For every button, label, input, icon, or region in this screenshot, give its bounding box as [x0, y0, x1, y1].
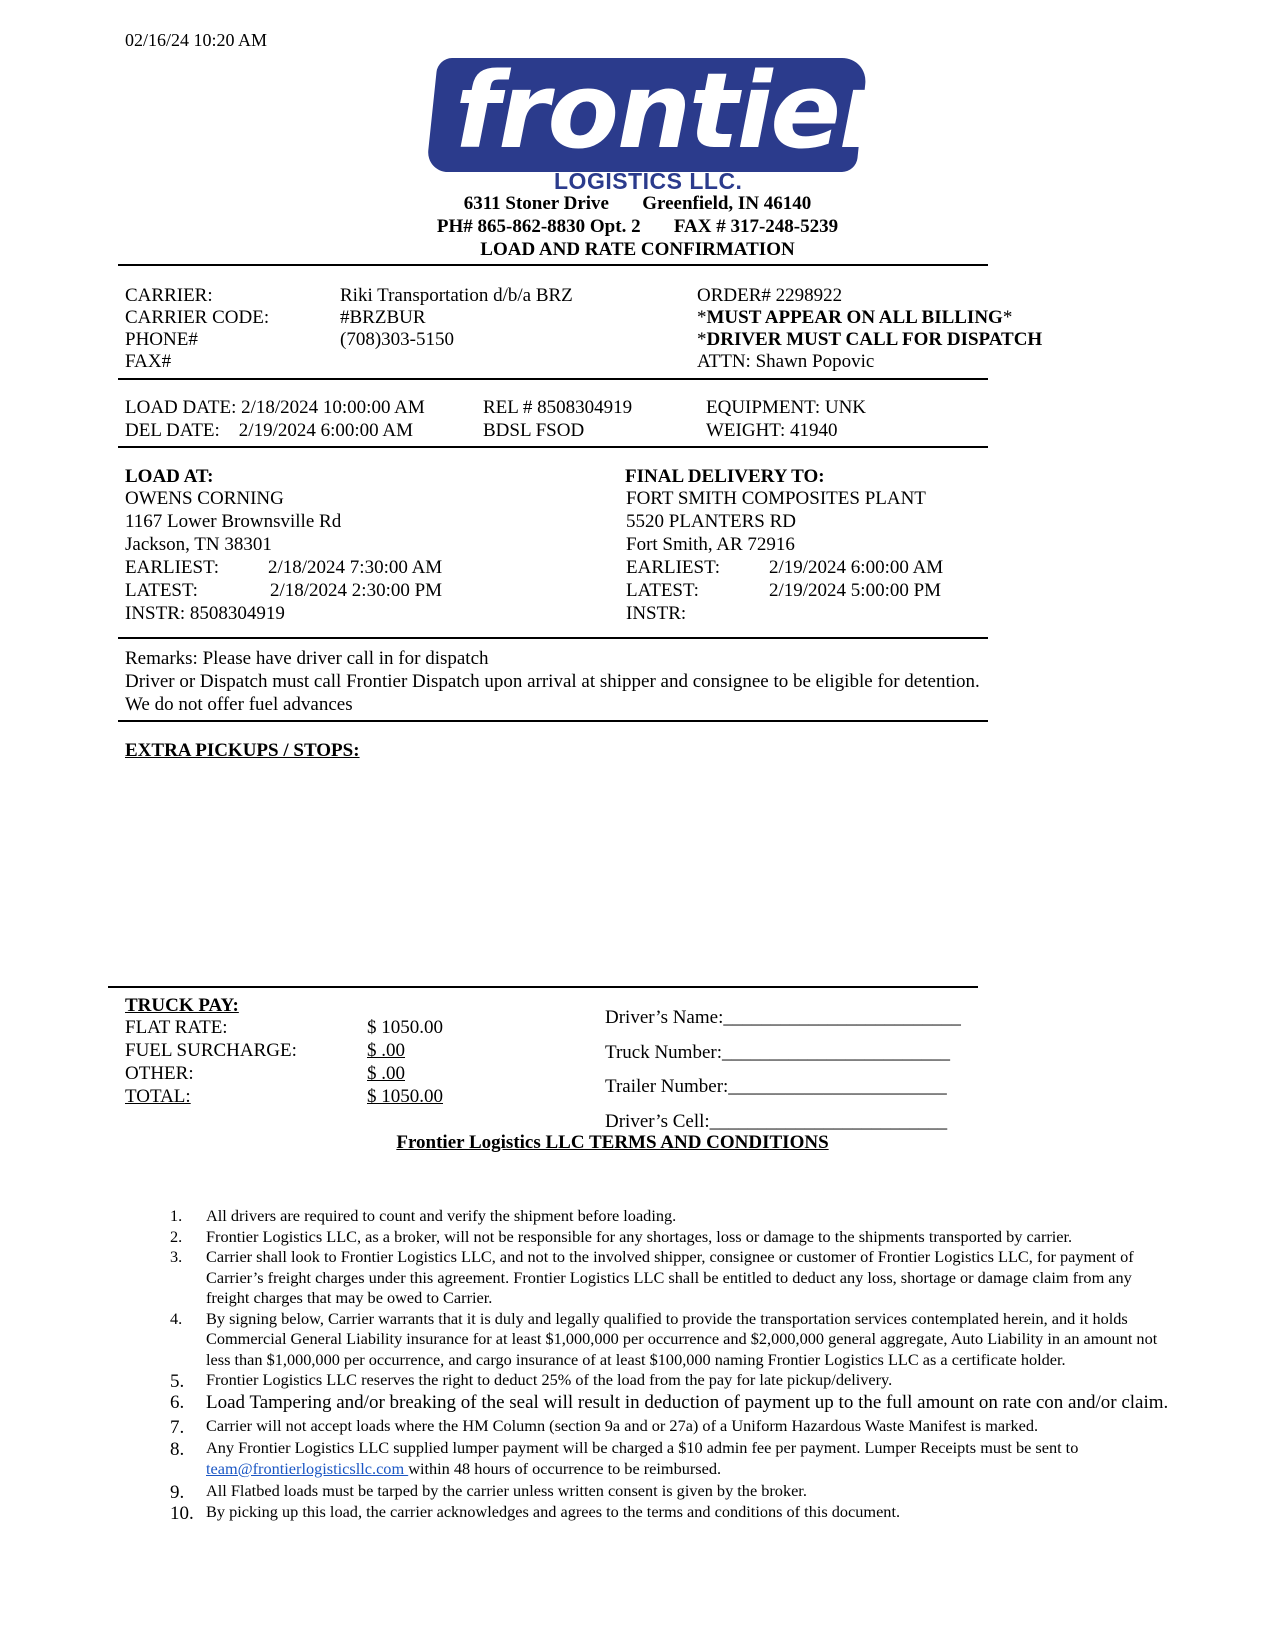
carrier-code-value: #BRZBUR: [340, 307, 426, 328]
trailer-number-field[interactable]: Trailer Number:_______________________: [605, 1076, 947, 1097]
terms-heading: Frontier Logistics LLC TERMS AND CONDITIONS: [396, 1132, 829, 1153]
logo-wordmark: frontier: [455, 50, 889, 172]
attn-line: ATTN: Shawn Popovic: [697, 351, 875, 372]
terms-item: 6. Load Tampering and/or breaking of the seal will result in deduction of payment up to the full amount on rate con and/or claim.: [170, 1391, 1169, 1413]
pickup-instructions: INSTR: 8508304919: [125, 603, 285, 624]
divider: [118, 446, 988, 448]
other-value: $ .00: [367, 1063, 405, 1084]
delivery-latest-value: 2/19/2024 5:00:00 PM: [769, 580, 942, 601]
delivery-name: FORT SMITH COMPOSITES PLANT: [626, 488, 926, 509]
delivery-city: Fort Smith, AR 72916: [626, 534, 795, 555]
total-value: $ 1050.00: [367, 1086, 443, 1107]
other-label: OTHER:: [125, 1063, 194, 1084]
billing-notice: *MUST APPEAR ON ALL BILLING*: [697, 307, 1013, 328]
driver-name-field[interactable]: Driver’s Name:_________________________: [605, 1007, 961, 1028]
terms-item: 10. By picking up this load, the carrier acknowledges and agrees to the terms and conditions of this document.: [170, 1501, 901, 1524]
pickup-heading: LOAD AT:: [125, 466, 214, 487]
carrier-label: CARRIER:: [125, 285, 213, 306]
fax-label: FAX#: [125, 351, 172, 372]
load-date: LOAD DATE: 2/18/2024 10:00:00 AM: [125, 397, 425, 418]
delivery-earliest-label: EARLIEST:: [626, 557, 721, 578]
pickup-street: 1167 Lower Brownsville Rd: [125, 511, 342, 532]
terms-item: 7. Carrier will not accept loads where the HM Column (section 9a and or 27a) of a Uniform Hazardous Waste Manifest is marked.: [170, 1415, 1039, 1438]
flat-rate-label: FLAT RATE:: [125, 1017, 228, 1038]
release-number: REL # 8508304919: [483, 397, 633, 418]
delivery-instructions: INSTR:: [626, 603, 687, 624]
terms-list: [160, 1206, 1170, 1524]
divider: [118, 378, 988, 380]
pickup-earliest-value: 2/18/2024 7:30:00 AM: [268, 557, 443, 578]
company-phone-fax: PH# 865-862-8830 Opt. 2 FAX # 317-248-5239: [436, 216, 839, 237]
total-label: TOTAL:: [125, 1086, 191, 1107]
carrier-code-label: CARRIER CODE:: [125, 307, 270, 328]
document-title: LOAD AND RATE CONFIRMATION: [480, 239, 795, 260]
dispatch-notice: *DRIVER MUST CALL FOR DISPATCH: [697, 329, 1043, 350]
pickup-city: Jackson, TN 38301: [125, 534, 272, 555]
print-timestamp: 02/16/24 10:20 AM: [125, 30, 268, 50]
pickup-earliest-label: EARLIEST:: [125, 557, 220, 578]
del-date: DEL DATE: 2/19/2024 6:00:00 AM: [125, 420, 413, 441]
delivery-earliest-value: 2/19/2024 6:00:00 AM: [769, 557, 944, 578]
bdsl-code: BDSL FSOD: [483, 420, 585, 441]
email-link[interactable]: team@frontierlogisticsllc.com: [206, 1458, 409, 1478]
delivery-latest-label: LATEST:: [626, 580, 699, 601]
pickup-latest-label: LATEST:: [125, 580, 198, 601]
pickup-name: OWENS CORNING: [125, 488, 284, 509]
divider: [118, 264, 988, 266]
terms-item: 4. By signing below, Carrier warrants that it is duly and legally qualified to provide the transportation services contemplated herein, and it holds Commercial General Liability insurance for at least $1,000,000 per occurrence and $2,000,000 general aggregate, Auto Liability in an amount not less than $1,000,000 per occurrence, and cargo insurance of at least $100,000 naming Frontier Logistics LLC as a certificate holder.: [170, 1308, 1158, 1369]
weight: WEIGHT: 41940: [706, 420, 838, 441]
divider: [108, 986, 978, 988]
truck-number-field[interactable]: Truck Number:________________________: [605, 1042, 950, 1063]
flat-rate-value: $ 1050.00: [367, 1017, 443, 1038]
fuel-surcharge-label: FUEL SURCHARGE:: [125, 1040, 297, 1061]
order-number: ORDER# 2298922: [697, 285, 843, 306]
divider: [118, 720, 988, 722]
terms-item: 8. Any Frontier Logistics LLC supplied lumper payment will be charged a $10 admin fee per payment. Lumper Receipts must be sent to team@frontierlogisticsllc.com within 48 hours of occurrence to be reimbursed.: [170, 1438, 1079, 1478]
company-address: 6311 Stoner Drive Greenfield, IN 46140: [463, 193, 812, 214]
terms-item: 5. Frontier Logistics LLC reserves the right to deduct 25% of the load from the pay for late pickup/delivery.: [170, 1370, 893, 1392]
fuel-surcharge-value: $ .00: [367, 1040, 405, 1061]
extra-stops-heading: EXTRA PICKUPS / STOPS:: [125, 740, 360, 761]
logo-subtitle: LOGISTICS LLC.: [554, 168, 743, 194]
terms-item: 1. All drivers are required to count and verify the shipment before loading.: [170, 1206, 677, 1225]
driver-cell-field[interactable]: Driver’s Cell:_________________________: [605, 1111, 948, 1132]
terms-item: 9. All Flatbed loads must be tarped by the carrier unless written consent is given by the broker.: [170, 1481, 807, 1503]
phone-value: (708)303-5150: [340, 329, 454, 350]
pickup-latest-value: 2/18/2024 2:30:00 PM: [270, 580, 443, 601]
delivery-heading: FINAL DELIVERY TO:: [625, 466, 825, 487]
remarks-line: We do not offer fuel advances: [125, 694, 353, 715]
truck-pay-heading: TRUCK PAY:: [125, 995, 239, 1016]
remarks-line: Driver or Dispatch must call Frontier Dispatch upon arrival at shipper and consignee to be eligible for detention.: [125, 671, 980, 692]
equipment: EQUIPMENT: UNK: [706, 397, 867, 418]
terms-item: 3. Carrier shall look to Frontier Logistics LLC, and not to the involved shipper, consignee or customer of Frontier Logistics LLC, for payment of Carrier’s freight charges under this agreement. Frontier Logistics LLC shall be entitled to deduct any loss, shortage or damage claim from any freight charges that may be owed to Carrier.: [170, 1247, 1134, 1307]
terms-item: 2. Frontier Logistics LLC, as a broker, will not be responsible for any shortages, loss or damage to the shipments transported by carrier.: [170, 1226, 1073, 1246]
divider: [118, 637, 988, 639]
remarks-line: Remarks: Please have driver call in for dispatch: [125, 648, 489, 669]
phone-label: PHONE#: [125, 329, 198, 350]
carrier-value: Riki Transportation d/b/a BRZ: [340, 285, 573, 306]
delivery-street: 5520 PLANTERS RD: [626, 511, 796, 532]
